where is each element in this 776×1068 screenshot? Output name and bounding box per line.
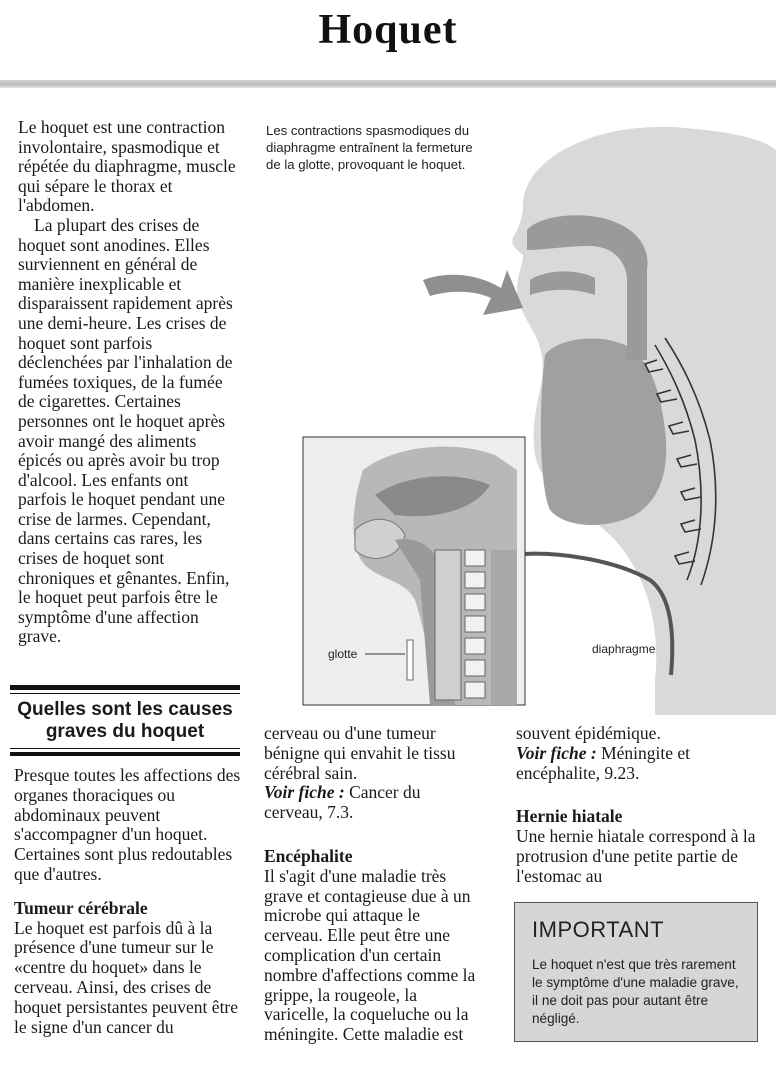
inhalation-arrow bbox=[423, 270, 523, 315]
intro-paragraph-1: Le hoquet est une contraction involontaire, spasmodique et répétée du diaphragme, muscle qui sépare le thorax et l'abdomen. bbox=[18, 117, 236, 216]
tumeur-voir-label: Voir fiche : bbox=[264, 782, 345, 803]
tumeur-text-a: Le hoquet est parfois dû à la présence d'une tumeur sur le «centre du hoquet» dans le cerveau. Ainsi, des crises de hoquet persistantes peuvent être le signe d'un cancer du bbox=[14, 917, 239, 1037]
section-rule-top-thin bbox=[10, 693, 240, 694]
important-text: Le hoquet n'est que très rarement le symptôme d'une maladie grave, il ne doit pas pour autant être négligé. bbox=[532, 957, 739, 1026]
section-rule-bottom bbox=[10, 752, 240, 756]
hernie-heading: Hernie hiatale bbox=[516, 806, 623, 827]
section-rule-bottom-thin bbox=[10, 748, 240, 749]
section-title: Quelles sont les causes graves du hoquet bbox=[17, 699, 233, 742]
page-title: Hoquet bbox=[318, 7, 458, 53]
label-diaphragme: diaphragme bbox=[592, 642, 656, 656]
tumeur-text-b: cerveau ou d'une tumeur bénigne qui envahit le tissu cérébral sain. bbox=[264, 723, 456, 783]
section-intro: Presque toutes les affections des organes thoraciques ou abdominaux peuvent s'accompagner d'un hoquet. Certaines sont plus redoutables que d'autres. bbox=[14, 765, 241, 884]
encephalite-heading: Encéphalite bbox=[264, 845, 353, 866]
section-rule-top bbox=[10, 685, 240, 690]
important-box bbox=[514, 902, 758, 1042]
tumeur-heading: Tumeur cérébrale bbox=[14, 897, 148, 918]
tumeur-voir-ref: Cancer du cerveau, 7.3. bbox=[264, 782, 421, 823]
important-heading: IMPORTANT bbox=[532, 917, 665, 942]
section-header bbox=[10, 685, 240, 753]
middle-column bbox=[264, 724, 482, 1045]
hernie-text: Une hernie hiatale correspond à la protrusion d'une petite partie de l'estomac au bbox=[516, 826, 756, 886]
label-glotte: glotte bbox=[328, 647, 358, 661]
encephalite-text-a: Il s'agit d'une maladie très grave et contagieuse due à un microbe qui attaque le cerveau. Elle peut être une complication d'un certain nombre d'affections comme la grippe, la rougeole, la varicelle, la coqueluche ou la méningite. Cette maladie est bbox=[264, 865, 476, 1045]
intro-column bbox=[18, 118, 240, 647]
encephalite-voir-label: Voir fiche : bbox=[516, 742, 597, 763]
encephalite-text-b: souvent épidémique. bbox=[516, 723, 661, 743]
section-intro-block bbox=[14, 766, 242, 1037]
figure-caption: Les contractions spasmodiques du diaphragme entraînent la fermeture de la glotte, provoquant le hoquet. bbox=[266, 123, 473, 172]
hiccup-illustration bbox=[255, 110, 776, 715]
header-rule bbox=[0, 80, 776, 88]
intro-paragraph-2: La plupart des crises de hoquet sont anodines. Elles surviennent en général de manière inexplicable et disparaissent rapidement après une demi-heure. Les crises de hoquet sont parfois déclenchées par l'inhalation de fumées toxiques, de la fumée de cigarettes. Certaines personnes ont le hoquet après avoir mangé des aliments épicés ou après avoir bu trop d'alcool. Les enfants ont parfois le hoquet pendant une crise de larmes. Cependant, dans certains cas rares, les crises de hoquet sont chroniques et gênantes. Enfin, le hoquet peut parfois être le symptôme d'une affection grave. bbox=[18, 214, 233, 647]
encephalite-voir-ref: Méningite et encéphalite, 9.23. bbox=[516, 742, 691, 783]
right-column bbox=[516, 724, 756, 887]
